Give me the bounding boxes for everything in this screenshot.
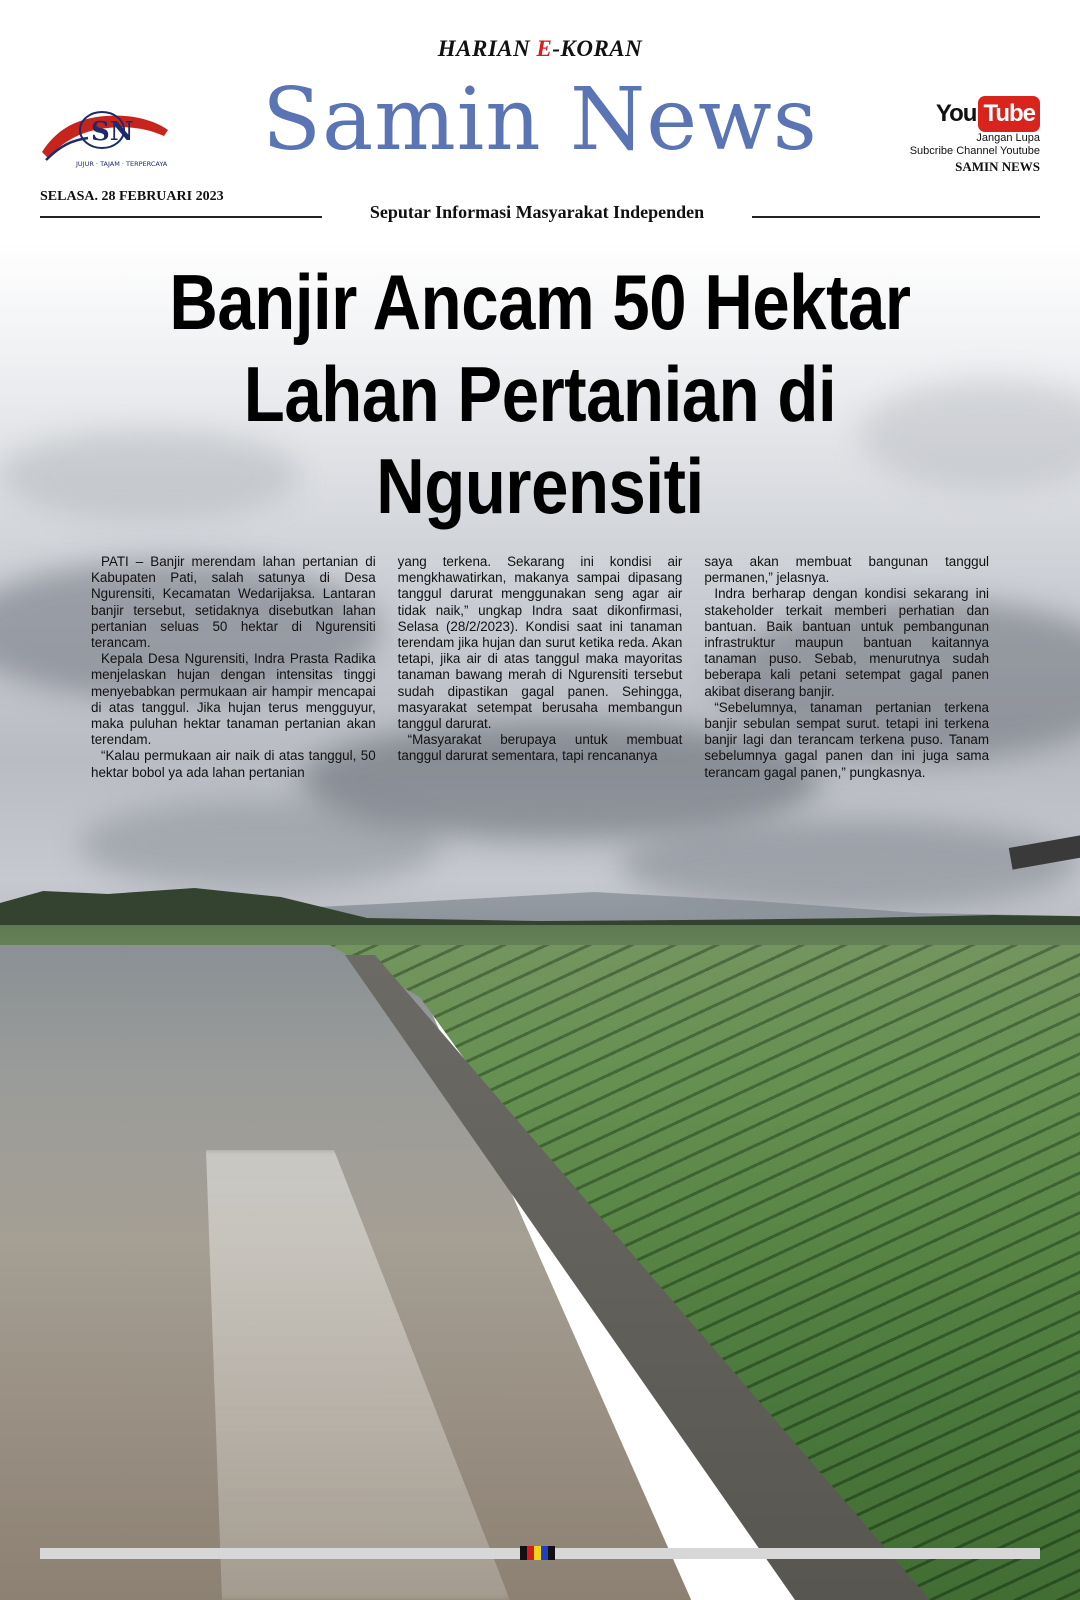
paragraph: “Masyarakat berupaya untuk membuat tanggul darurat sementara, tapi rencananya: [397, 732, 683, 764]
headline-line-3: Ngurensiti: [376, 442, 704, 530]
article-column-3: [704, 554, 989, 794]
paragraph: Kepala Desa Ngurensiti, Indra Prasta Radika menjelaskan hujan dengan intensitas tinggi menyebabkan permukaan air hampir mencapai di atas tanggul. Jika hujan terus mengguyur, maka puluhan hektar tanaman pertanian akan terendam.: [91, 651, 376, 748]
youtube-logo-tube: Tube: [978, 96, 1040, 132]
color-chip: [527, 1546, 534, 1560]
article-column-1: [91, 554, 376, 794]
masthead-rule-left: [40, 216, 322, 218]
youtube-logo-icon: [936, 96, 1040, 132]
print-color-marks: [520, 1546, 555, 1560]
logo-motto: JUJUR · TAJAM · TERPERCAYA: [76, 160, 168, 168]
headline-line-1: Banjir Ancam 50 Hektar: [169, 258, 911, 346]
youtube-subscribe-text: Subcribe Channel Youtube: [909, 145, 1040, 157]
paragraph: PATI – Banjir merendam lahan pertanian di Kabupaten Pati, salah satunya di Desa Ngurensiti, Kecamatan Wedarijaksa. Lantaran banjir tersebut, setidaknya disebutkan lahan pertanian seluas 50 hektar di Ngurensiti terancam.: [91, 554, 376, 651]
paragraph: “Kalau permukaan air naik di atas tanggul, 50 hektar bobol ya ada lahan pertanian: [91, 748, 376, 780]
article-body: [91, 554, 989, 794]
youtube-reminder: Jangan Lupa: [976, 132, 1040, 144]
paragraph: “Sebelumnya, tanaman pertanian terkena banjir sebulan sempat surut. tetapi ini terkena banjir lagi dan terancam terkena puso. Tanam sebelumnya gagal panen dan ini juga sama terancam gagal panen,” pungkasnya.: [704, 699, 990, 780]
color-chip: [534, 1546, 541, 1560]
youtube-promo: [900, 96, 1040, 182]
youtube-channel-name: SAMIN NEWS: [955, 159, 1040, 174]
paragraph: yang terkena. Sekarang ini kondisi air mengkhawatirkan, makanya sampai dipasang tanggul darurat menggunakan seng agar air tidak naik,” ungkap Indra saat dikonfirmasi, Selasa (28/2/2023). Kondisi saat ini tanaman terendam jika hujan dan surut ketika reda. Akan tetapi, jika air di atas tanggul maka mayoritas tanaman bawang merah di Ngurensiti tersebut sudah dipastikan gagal panen. Sehingga, masyarakat setempat berusaha membangun tanggul darurat.: [397, 554, 683, 732]
paragraph: Indra berharap dengan kondisi sekarang ini stakeholder terkait memberi perhatian dan bantuan. Baik bantuan untuk pembangunan infrastruktur maupun bantuan kaitannya tanaman puso. Sebab, menurutnya sudah beberapa kali petani setempat gagal panen akibat diserang banjir.: [704, 586, 990, 699]
paragraph: saya akan membuat bangunan tanggul permanen,” jelasnya.: [704, 554, 990, 586]
color-chip: [541, 1546, 548, 1560]
youtube-logo-you: You: [935, 100, 977, 127]
newspaper-title: Samin News: [262, 70, 818, 170]
issue-date: SELASA. 28 FEBRUARI 2023: [40, 189, 224, 204]
logo-initials: SN: [91, 117, 134, 147]
color-chip: [520, 1546, 527, 1560]
masthead-rule-right: [752, 216, 1040, 218]
masthead: [0, 0, 1080, 230]
article-column-2: [398, 554, 683, 794]
color-chip: [548, 1546, 555, 1560]
edition-label: HARIAN E-KORAN: [437, 36, 643, 61]
samin-news-logo: [36, 100, 176, 170]
masthead-tagline: Seputar Informasi Masyarakat Independen: [369, 202, 705, 222]
article-headline: [110, 256, 970, 532]
headline-line-2: Lahan Pertanian di: [243, 350, 837, 438]
